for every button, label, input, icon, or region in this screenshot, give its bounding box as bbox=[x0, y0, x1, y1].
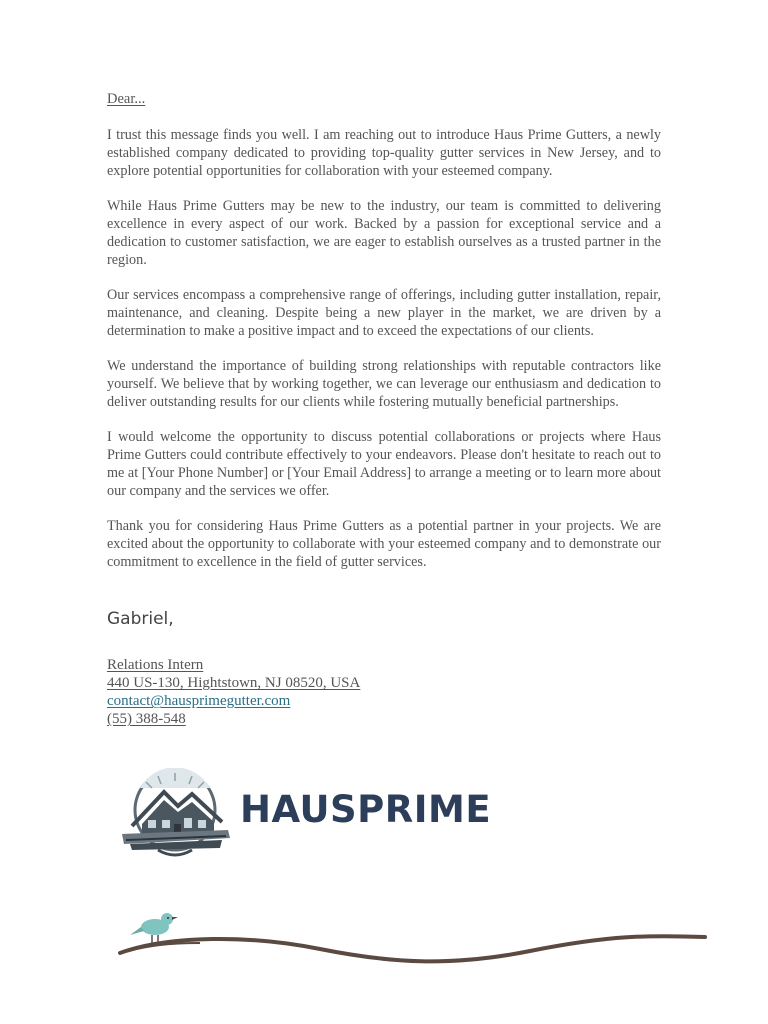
greeting: Dear... bbox=[107, 91, 146, 107]
signature-email-link[interactable]: contact@hausprimegutter.com bbox=[107, 693, 291, 709]
hausprime-logo bbox=[118, 768, 498, 858]
logo-wordmark: HAUSPRIME bbox=[240, 788, 492, 831]
signature-block bbox=[107, 656, 360, 728]
signature-phone[interactable]: (55) 388-548 bbox=[107, 711, 186, 727]
signature-title: Relations Intern bbox=[107, 657, 204, 673]
signoff-name: Gabriel, bbox=[107, 609, 174, 629]
signature-address[interactable]: 440 US-130, Hightstown, NJ 08520, USA bbox=[107, 675, 361, 691]
paragraph-relationships: We understand the importance of building strong relationships with reputable contractors like yourself. We believe that by working together, we can leverage our enthusiasm and dedication to deliver outstanding results for our clients while fostering mutually beneficial partnerships. bbox=[107, 358, 661, 410]
house-gutter-logo-icon bbox=[118, 768, 233, 858]
paragraph-contact-request: I would welcome the opportunity to discuss potential collaborations or projects where Haus Prime Gutters could contribute effectively to your endeavors. Please don't hesitate to reach out to me at [Your Phone Number] or [Your Email Address] to arrange a meeting or to learn more about our company and the services we offer. bbox=[107, 429, 661, 499]
paragraph-thanks: Thank you for considering Haus Prime Gutters as a potential partner in your projects. We are excited about the opportunity to collaborate with your esteemed company and to demonstrate our commitment to excellence in the field of gutter services. bbox=[107, 518, 661, 570]
bird-on-branch-icon bbox=[110, 905, 710, 975]
letter-body bbox=[107, 126, 661, 588]
paragraph-commitment: While Haus Prime Gutters may be new to the industry, our team is committed to delivering excellence in every aspect of our work. Backed by a passion for exceptional service and a dedication to customer satisfaction, we are eager to establish ourselves as a trusted partner in the region. bbox=[107, 198, 661, 268]
paragraph-services: Our services encompass a comprehensive range of offerings, including gutter installation, repair, maintenance, and cleaning. Despite being a new player in the market, we are driven by a determination to make a positive impact and to exceed the expectations of our clients. bbox=[107, 287, 661, 339]
paragraph-intro: I trust this message finds you well. I am reaching out to introduce Haus Prime Gutters, a newly established company dedicated to providing top-quality gutter services in New Jersey, and to explore potential opportunities for collaboration with your esteemed company. bbox=[107, 127, 661, 179]
